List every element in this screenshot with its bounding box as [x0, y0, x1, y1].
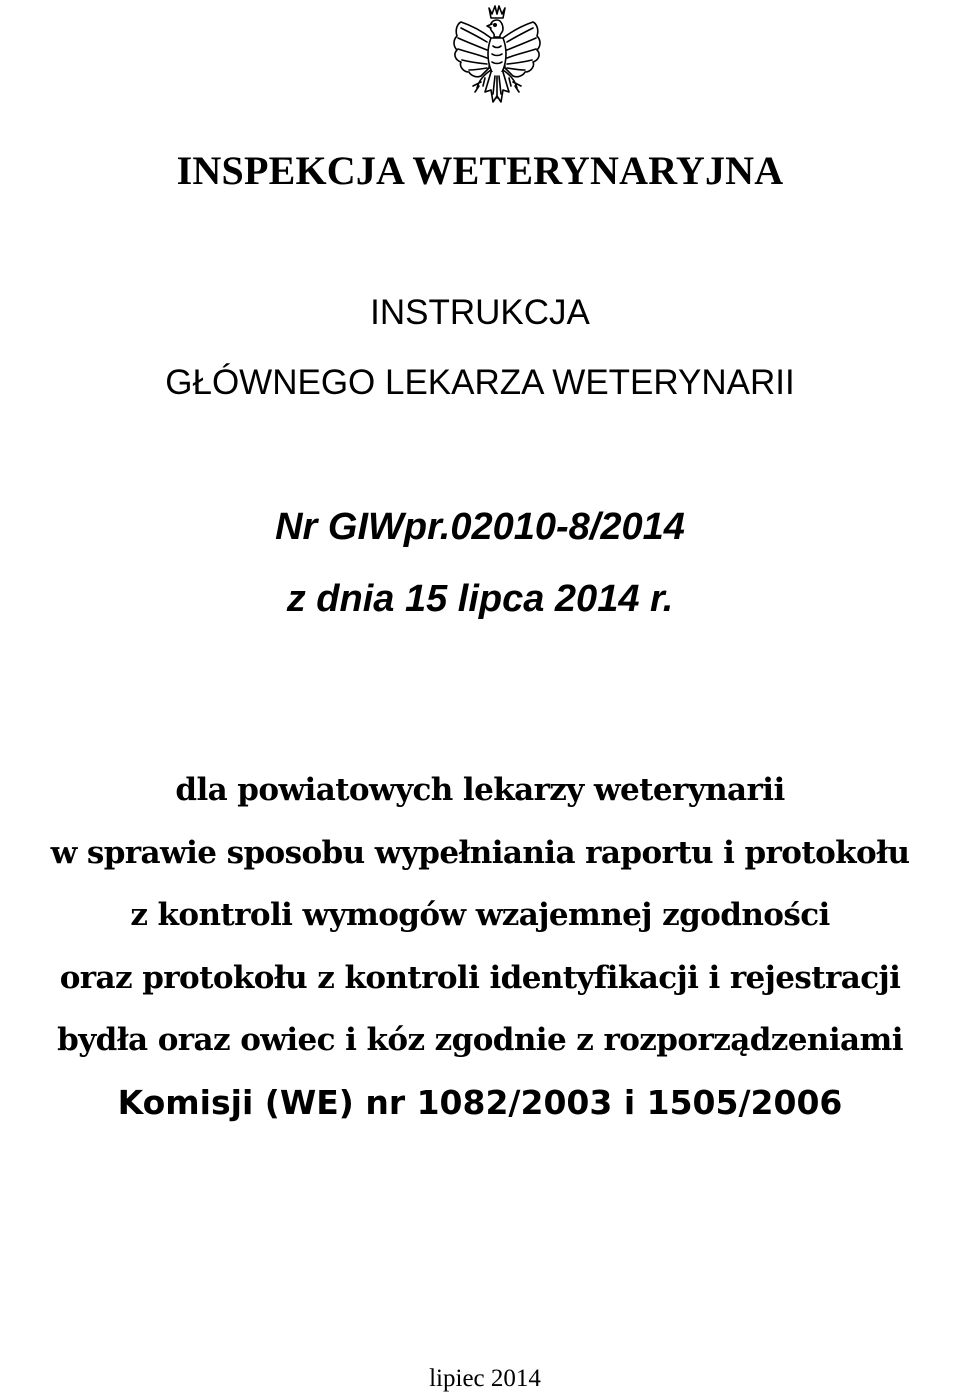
polish-eagle-emblem-icon — [445, 2, 549, 110]
subject-line: w sprawie sposobu wypełniania raportu i protokołu — [50, 834, 910, 871]
subject-line: dla powiatowych lekarzy weterynarii — [175, 772, 785, 808]
agency-title: INSPEKCJA WETERYNARYJNA — [176, 148, 784, 193]
document-number: Nr GIWpr.02010-8/2014 — [275, 506, 685, 548]
subject-line: z kontroli wymogów wzajemnej zgodności — [130, 897, 830, 933]
document-type: INSTRUKCJA — [370, 293, 590, 332]
document-subject — [0, 759, 960, 1134]
document-date: z dnia 15 lipca 2014 r. — [286, 578, 674, 620]
subject-line: oraz protokołu z kontroli identyfikacji i rejestracji — [59, 959, 901, 996]
document-issuer: GŁÓWNEGO LEKARZA WETERYNARII — [165, 363, 795, 402]
footer-date: lipiec 2014 — [429, 1365, 541, 1392]
subject-line: bydła oraz owiec i kóz zgodnie z rozporządzeniami — [57, 1022, 903, 1058]
subject-line: Komisji (WE) nr 1082/2003 i 1505/2006 — [117, 1082, 843, 1122]
